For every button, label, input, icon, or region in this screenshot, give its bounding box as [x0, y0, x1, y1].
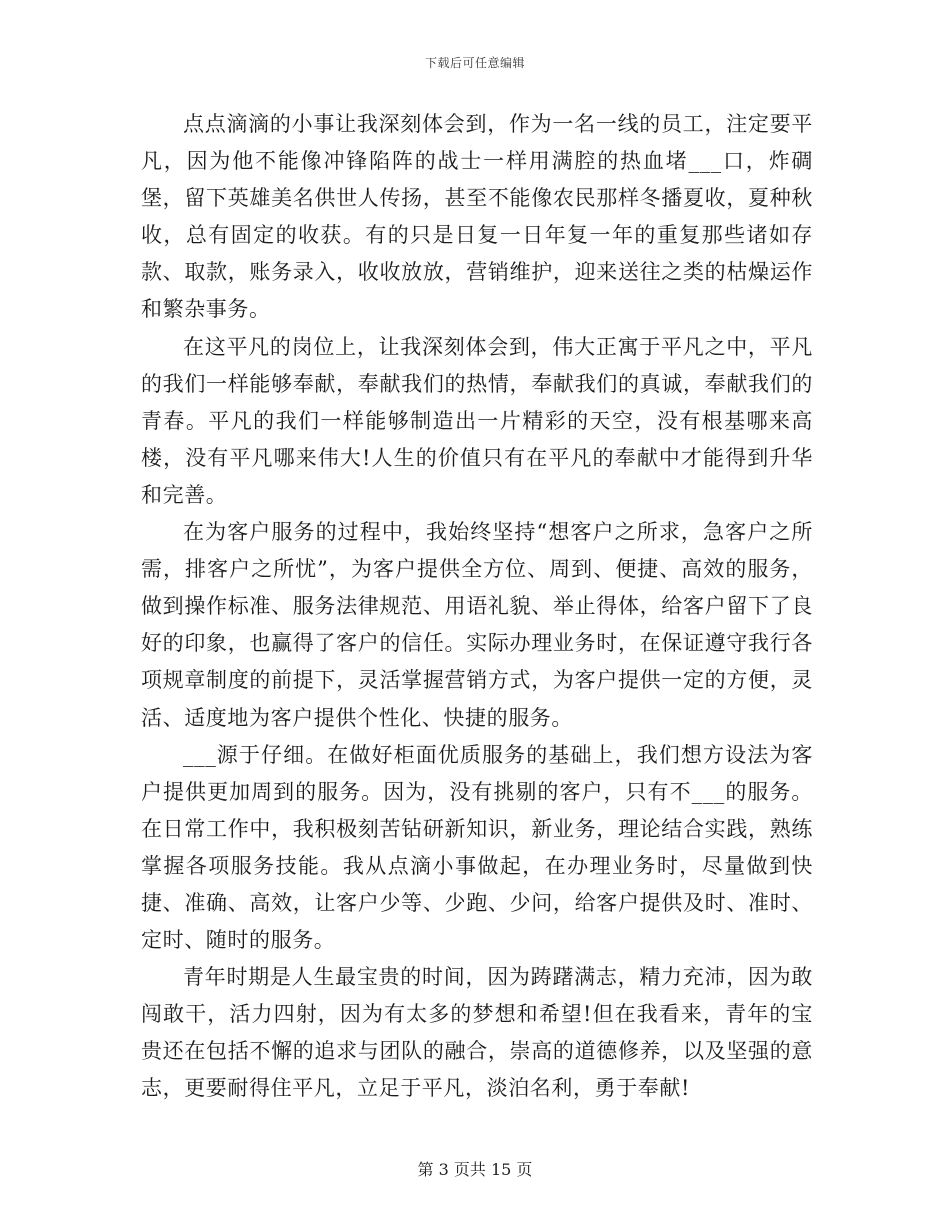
page-header: 下载后可任意编辑 [424, 56, 525, 70]
paragraph-5: 青年时期是人生最宝贵的时间，因为踌躇满志，精力充沛，因为敢闯敢干，活力四射，因为有太多的梦想和希望!但在我看来，青年的宝贵还在包括不懈的追求与团队的融合，崇高的道德修养，以及坚强的意志，更要耐得住平凡，立足于平凡，淡泊名利，勇于奉献! [141, 965, 813, 1101]
paragraph-4: ___源于仔细。在做好柜面优质服务的基础上，我们想方设法为客户提供更加周到的服务。因为，没有挑剔的客户，只有不___的服务。在日常工作中，我积极刻苦钻研新知识，新业务，理论结合实践，熟练掌握各项服务技能。我从点滴小事做起，在办理业务时，尽量做到快捷、准确、高效，让客户少等、少跑、少问，给客户提供及时、准时、定时、随时的服务。 [141, 742, 813, 953]
document-body [141, 106, 813, 1108]
paragraph-3: 在为客户服务的过程中，我始终坚持“想客户之所求，急客户之所需，排客户之所忧”，为客户提供全方位、周到、便捷、高效的服务，做到操作标准、服务法律规范、用语礼貌、举止得体，给客户留下了良好的印象，也赢得了客户的信任。实际办理业务时，在保证遵守我行各项规章制度的前提下，灵活掌握营销方式，为客户提供一定的方便，灵活、适度地为客户提供个性化、快捷的服务。 [141, 520, 813, 730]
paragraph-1: 点点滴滴的小事让我深刻体会到，作为一名一线的员工，注定要平凡，因为他不能像冲锋陷阵的战士一样用满腔的热血堵___口，炸碉堡，留下英雄美名供世人传扬，甚至不能像农民那样冬播夏收，夏种秋收，总有固定的收获。有的只是日复一日年复一年的重复那些诸如存款、取款，账务录入，收收放放，营销维护，迎来送往之类的枯燥运作和繁杂事务。 [141, 112, 813, 322]
page-footer: 第 3 页共 15 页 [417, 1160, 533, 1179]
paragraph-2: 在这平凡的岗位上，让我深刻体会到，伟大正寓于平凡之中，平凡的我们一样能够奉献，奉献我们的热情，奉献我们的真诚，奉献我们的青春。平凡的我们一样能够制造出一片精彩的天空，没有根基哪来高楼，没有平凡哪来伟大!人生的价值只有在平凡的奉献中才能得到升华和完善。 [141, 334, 813, 507]
